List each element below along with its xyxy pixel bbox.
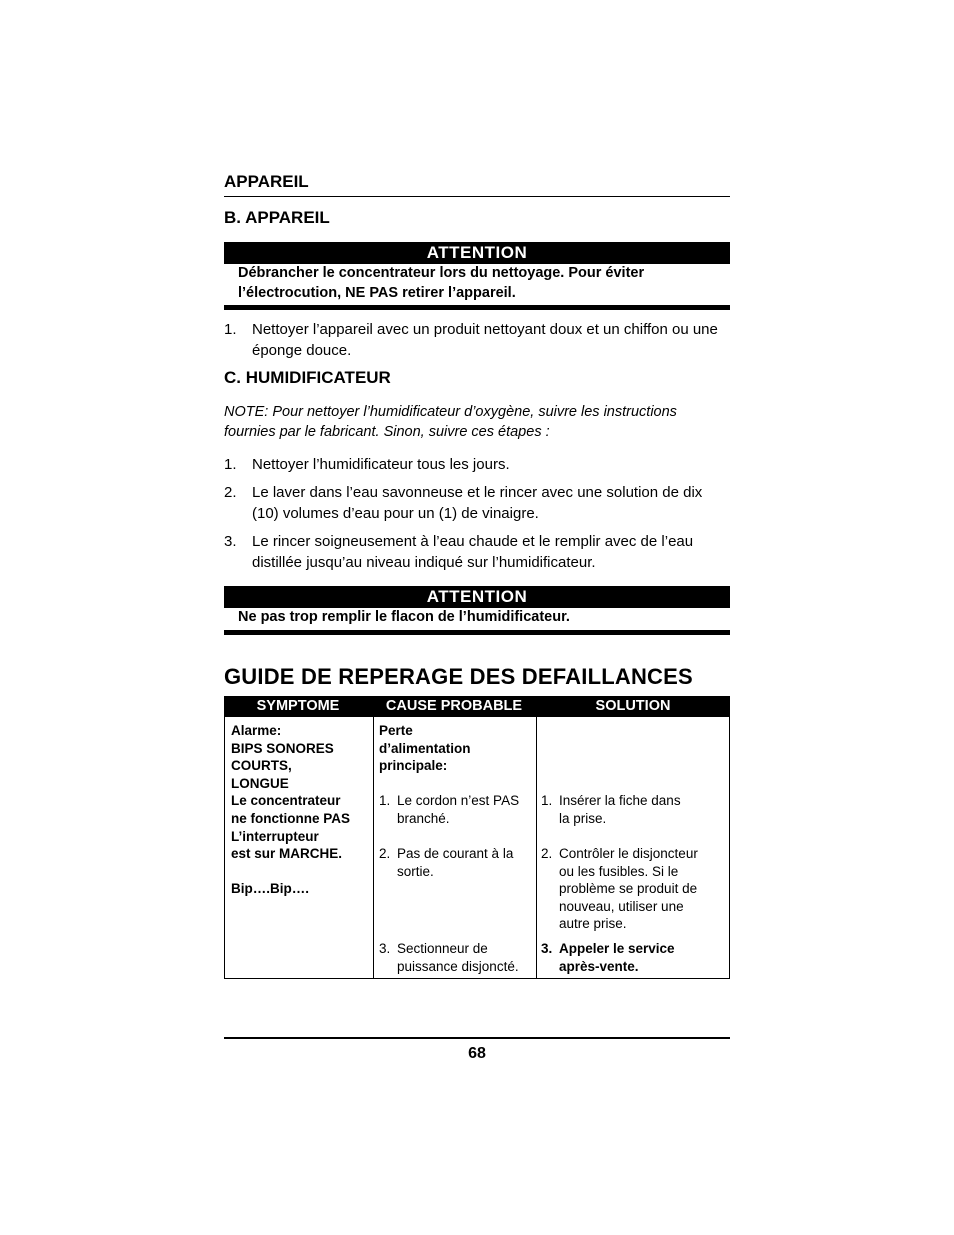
solution-item: [541, 792, 727, 827]
cause-item: [379, 940, 533, 975]
list-item: [224, 454, 730, 475]
table-header: [224, 696, 730, 717]
symptom-line: LONGUE: [231, 775, 289, 791]
column-divider: [373, 717, 374, 978]
symptom-line: Alarme:: [231, 723, 282, 738]
solution-number: 1.: [541, 793, 553, 808]
solution-line: problème se produit de: [559, 881, 698, 897]
cause-item: [379, 792, 533, 827]
list-text: Nettoyer l’appareil avec un produit nettoyant doux et un chiffon ou une éponge douce.: [252, 321, 718, 359]
column-header-symptom: SYMPTOME: [256, 698, 340, 714]
cause-heading-line: principale:: [379, 758, 448, 774]
list-number: 3.: [224, 533, 237, 550]
cause-heading-line: d’alimentation: [379, 740, 471, 756]
attention-banner-1: ATTENTION: [224, 242, 730, 264]
cause-number: 2.: [379, 846, 391, 861]
cause-line: Sectionneur de: [397, 941, 488, 956]
solution-line: Contrôler le disjoncteur: [559, 846, 698, 861]
list-number: 2.: [224, 484, 237, 501]
symptom-cell: [231, 722, 350, 898]
list-item: [224, 319, 730, 361]
attention-rule-2: [224, 630, 730, 635]
solution-item: [541, 940, 727, 975]
column-header-solution: SOLUTION: [595, 698, 671, 714]
list-text: Le laver dans l’eau savonneuse et le rincer avec une solution de dix (10) volumes d’eau pour un (1) de vinaigre.: [252, 484, 703, 522]
symptom-bip: Bip….Bip….: [231, 881, 309, 897]
humidifier-note: NOTE: Pour nettoyer l’humidificateur d’oxygène, suivre les instructions fournies par le fabricant. Sinon, suivre ces étapes :: [224, 404, 677, 440]
header-divider: [224, 196, 730, 197]
solution-line: Insérer la fiche dans: [559, 793, 681, 808]
symptom-line: Le concentrateur: [231, 793, 341, 809]
symptom-line: est sur MARCHE.: [231, 846, 343, 862]
troubleshooting-title: GUIDE DE REPERAGE DES DEFAILLANCES: [224, 664, 693, 689]
solution-number: 3.: [541, 941, 553, 956]
list-item: [224, 482, 730, 524]
attention-text-2: Ne pas trop remplir le flacon de l’humidificateur.: [238, 609, 570, 625]
symptom-line: COURTS,: [231, 758, 292, 774]
solution-number: 2.: [541, 846, 553, 861]
cause-line: Pas de courant à la: [397, 846, 514, 861]
section-c-title: C. HUMIDIFICATEUR: [224, 368, 391, 387]
list-number: 1.: [224, 456, 237, 473]
solution-line: autre prise.: [559, 916, 627, 932]
cause-line: puissance disjoncté.: [397, 958, 519, 974]
column-header-cause: CAUSE PROBABLE: [385, 698, 523, 714]
symptom-line: BIPS SONORES: [231, 740, 334, 756]
column-divider: [536, 717, 537, 978]
list-item: [224, 531, 730, 573]
solution-line: Appeler le service: [559, 941, 675, 956]
cause-item: [379, 845, 533, 880]
list-text: Nettoyer l’humidificateur tous les jours.: [252, 456, 510, 473]
section-b-title: B. APPAREIL: [224, 208, 330, 227]
footer-divider: [224, 1037, 730, 1039]
cause-heading: [379, 722, 471, 775]
list-number: 1.: [224, 321, 237, 338]
list-text: Le rincer soigneusement à l’eau chaude et le remplir avec de l’eau distillée jusqu’au niveau indiqué sur l’humidificateur.: [252, 533, 694, 571]
section-header: APPAREIL: [224, 172, 309, 191]
attention-rule-1: [224, 305, 730, 310]
solution-item: [541, 845, 727, 933]
symptom-line: L’interrupteur: [231, 828, 319, 844]
cause-number: 1.: [379, 793, 391, 808]
troubleshooting-table: [224, 696, 730, 980]
symptom-line: ne fonctionne PAS: [231, 810, 351, 826]
page-number: 68: [468, 1045, 486, 1062]
solution-line: ou les fusibles. Si le: [559, 863, 679, 879]
cause-line: sortie.: [397, 863, 434, 879]
solution-line: la prise.: [559, 810, 607, 826]
attention-text-1: Débrancher le concentrateur lors du nettoyage. Pour éviter l’électrocution, NE PAS retirer l’appareil.: [238, 265, 645, 301]
solution-line: après-vente.: [559, 958, 639, 974]
solution-line: nouveau, utiliser une: [559, 898, 684, 914]
cause-number: 3.: [379, 941, 391, 956]
table-body: [224, 717, 730, 979]
attention-banner-2: ATTENTION: [224, 586, 730, 608]
cause-line: Le cordon n’est PAS: [397, 793, 520, 808]
cause-line: branché.: [397, 810, 450, 826]
cause-heading-line: Perte: [379, 723, 413, 738]
